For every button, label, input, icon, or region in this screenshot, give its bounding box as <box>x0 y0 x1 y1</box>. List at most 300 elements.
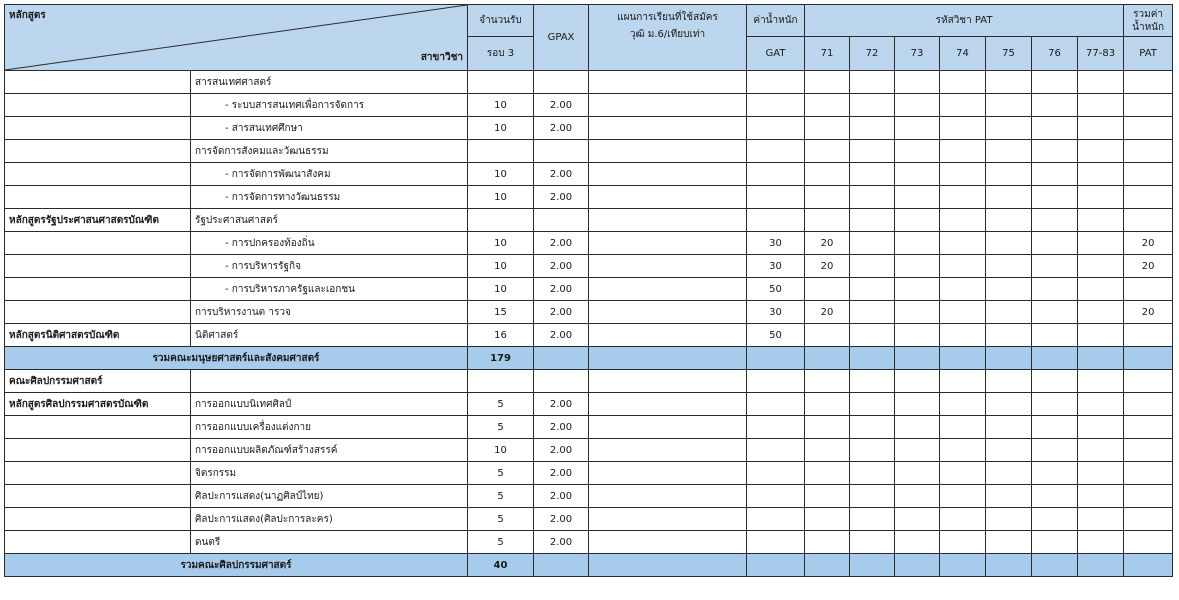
pat-74-cell <box>940 255 986 278</box>
gpax-cell: 2.00 <box>534 117 589 140</box>
pat-74-cell <box>940 508 986 531</box>
curriculum-cell <box>5 439 191 462</box>
gpax-cell <box>534 71 589 94</box>
pat-71-cell <box>805 278 850 301</box>
pat-sum-line2: น้ำหนัก <box>1132 21 1165 33</box>
major-cell: การจัดการสังคมและวัฒนธรรม <box>191 140 468 163</box>
gpax-header: GPAX <box>534 5 589 71</box>
table-row <box>5 163 1173 186</box>
pat-code-71: 71 <box>805 37 850 71</box>
pat-74-cell <box>940 232 986 255</box>
seats-cell: 10 <box>468 232 534 255</box>
curriculum-cell <box>5 416 191 439</box>
pat-75-cell <box>986 94 1032 117</box>
summary-empty-cell <box>1124 554 1173 577</box>
pat-sum-cell <box>1124 324 1173 347</box>
curriculum-cell <box>5 117 191 140</box>
gpax-cell: 2.00 <box>534 416 589 439</box>
seats-cell <box>468 140 534 163</box>
pat-71-cell: 20 <box>805 232 850 255</box>
pat-72-cell <box>850 416 895 439</box>
curriculum-major-header <box>5 5 468 71</box>
pat-76-cell <box>1032 232 1078 255</box>
pat-76-cell <box>1032 439 1078 462</box>
pat-72-cell <box>850 94 895 117</box>
pat-sum-cell <box>1124 140 1173 163</box>
major-cell: - การปกครองท้องถิ่น <box>191 232 468 255</box>
seats-cell: 16 <box>468 324 534 347</box>
pat-72-cell <box>850 393 895 416</box>
seats-cell: 5 <box>468 508 534 531</box>
pat-76-cell <box>1032 416 1078 439</box>
pat-77-83-cell <box>1078 71 1124 94</box>
pat-76-cell <box>1032 393 1078 416</box>
pat-77-83-cell <box>1078 485 1124 508</box>
pat-72-cell <box>850 485 895 508</box>
major-cell: - การจัดการพัฒนาสังคม <box>191 163 468 186</box>
pat-sum-cell <box>1124 531 1173 554</box>
summary-empty-cell <box>940 347 986 370</box>
major-cell: ดนตรี <box>191 531 468 554</box>
plan-cell <box>589 186 747 209</box>
pat-77-83-cell <box>1078 94 1124 117</box>
pat-76-cell <box>1032 508 1078 531</box>
pat-75-cell <box>986 301 1032 324</box>
pat-sum-cell <box>1124 278 1173 301</box>
pat-code-74: 74 <box>940 37 986 71</box>
table-row <box>5 370 1173 393</box>
major-cell: - สารสนเทศศึกษา <box>191 117 468 140</box>
pat-73-cell <box>895 393 940 416</box>
pat-75-cell <box>986 163 1032 186</box>
gat-cell <box>747 117 805 140</box>
summary-seats: 40 <box>468 554 534 577</box>
pat-74-cell <box>940 370 986 393</box>
pat-76-cell <box>1032 209 1078 232</box>
curriculum-cell <box>5 232 191 255</box>
pat-77-83-cell <box>1078 232 1124 255</box>
summary-empty-cell <box>1124 347 1173 370</box>
pat-72-cell <box>850 140 895 163</box>
pat-74-cell <box>940 462 986 485</box>
seats-cell: 10 <box>468 186 534 209</box>
pat-72-cell <box>850 255 895 278</box>
curriculum-cell <box>5 94 191 117</box>
major-cell: ศิลปะการแสดง(ศิลปะการละคร) <box>191 508 468 531</box>
pat-72-cell <box>850 531 895 554</box>
pat-code-77-83: 77-83 <box>1078 37 1124 71</box>
summary-empty-cell <box>895 347 940 370</box>
seats-cell: 10 <box>468 439 534 462</box>
seats-cell: 10 <box>468 94 534 117</box>
table-row <box>5 393 1173 416</box>
admission-table <box>4 4 1173 577</box>
pat-sum-cell <box>1124 94 1173 117</box>
seats-cell: 5 <box>468 462 534 485</box>
pat-72-cell <box>850 370 895 393</box>
table-body <box>5 71 1173 577</box>
pat-76-cell <box>1032 94 1078 117</box>
seats-cell <box>468 71 534 94</box>
pat-74-cell <box>940 324 986 347</box>
pat-73-cell <box>895 485 940 508</box>
pat-72-cell <box>850 508 895 531</box>
pat-76-cell <box>1032 370 1078 393</box>
curriculum-cell <box>5 71 191 94</box>
table-row <box>5 485 1173 508</box>
pat-74-cell <box>940 94 986 117</box>
gat-header-bottom: GAT <box>747 37 805 71</box>
pat-sum-cell <box>1124 117 1173 140</box>
pat-77-83-cell <box>1078 508 1124 531</box>
plan-cell <box>589 324 747 347</box>
table-row <box>5 94 1173 117</box>
major-cell: - การจัดการทางวัฒนธรรม <box>191 186 468 209</box>
pat-72-cell <box>850 301 895 324</box>
pat-75-cell <box>986 232 1032 255</box>
pat-code-72: 72 <box>850 37 895 71</box>
pat-73-cell <box>895 439 940 462</box>
table-row <box>5 232 1173 255</box>
curriculum-cell <box>5 163 191 186</box>
plan-cell <box>589 94 747 117</box>
gat-cell <box>747 71 805 94</box>
pat-76-cell <box>1032 163 1078 186</box>
pat-sum-cell <box>1124 439 1173 462</box>
gat-cell <box>747 209 805 232</box>
pat-sum-cell <box>1124 462 1173 485</box>
pat-75-cell <box>986 485 1032 508</box>
summary-empty-cell <box>986 347 1032 370</box>
seats-cell: 10 <box>468 255 534 278</box>
gpax-cell: 2.00 <box>534 255 589 278</box>
gat-header-top: ค่าน้ำหนัก <box>747 5 805 37</box>
seats-cell: 10 <box>468 163 534 186</box>
pat-73-cell <box>895 163 940 186</box>
pat-71-cell <box>805 163 850 186</box>
gat-cell <box>747 163 805 186</box>
pat-sum-cell: 20 <box>1124 255 1173 278</box>
pat-71-cell: 20 <box>805 255 850 278</box>
gpax-cell <box>534 370 589 393</box>
gat-cell: 30 <box>747 301 805 324</box>
pat-74-cell <box>940 393 986 416</box>
major-cell: สารสนเทศศาสตร์ <box>191 71 468 94</box>
plan-cell <box>589 485 747 508</box>
seats-cell: 10 <box>468 278 534 301</box>
pat-72-cell <box>850 71 895 94</box>
pat-71-cell <box>805 117 850 140</box>
major-cell: การบริหารงานต ารวจ <box>191 301 468 324</box>
pat-75-cell <box>986 255 1032 278</box>
pat-76-cell <box>1032 255 1078 278</box>
summary-empty-cell <box>1078 554 1124 577</box>
pat-sum-header-top <box>1124 5 1173 37</box>
seats-cell <box>468 370 534 393</box>
major-cell: ศิลปะการแสดง(นาฏศิลป์ไทย) <box>191 485 468 508</box>
table-row <box>5 140 1173 163</box>
pat-73-cell <box>895 301 940 324</box>
gpax-cell <box>534 140 589 163</box>
pat-sum-cell <box>1124 163 1173 186</box>
pat-code-76: 76 <box>1032 37 1078 71</box>
pat-74-cell <box>940 301 986 324</box>
pat-73-cell <box>895 324 940 347</box>
plan-cell <box>589 439 747 462</box>
summary-empty-cell <box>747 554 805 577</box>
pat-72-cell <box>850 462 895 485</box>
summary-empty-cell <box>534 554 589 577</box>
pat-73-cell <box>895 117 940 140</box>
gat-cell: 30 <box>747 255 805 278</box>
seats-cell: 10 <box>468 117 534 140</box>
pat-77-83-cell <box>1078 439 1124 462</box>
plan-cell <box>589 117 747 140</box>
pat-73-cell <box>895 462 940 485</box>
pat-73-cell <box>895 531 940 554</box>
summary-empty-cell <box>534 347 589 370</box>
table-row <box>5 324 1173 347</box>
pat-71-cell <box>805 508 850 531</box>
pat-73-cell <box>895 255 940 278</box>
gat-cell <box>747 531 805 554</box>
pat-75-cell <box>986 416 1032 439</box>
pat-71-cell <box>805 324 850 347</box>
curriculum-cell <box>5 186 191 209</box>
summary-label: รวมคณะศิลปกรรมศาสตร์ <box>5 554 468 577</box>
major-cell: รัฐประศาสนศาสตร์ <box>191 209 468 232</box>
pat-sum-cell <box>1124 485 1173 508</box>
gpax-cell: 2.00 <box>534 163 589 186</box>
gat-cell <box>747 370 805 393</box>
pat-75-cell <box>986 324 1032 347</box>
pat-sum-line3: PAT <box>1124 37 1173 71</box>
gat-cell <box>747 485 805 508</box>
gpax-cell: 2.00 <box>534 462 589 485</box>
gpax-cell: 2.00 <box>534 324 589 347</box>
seats-cell: 5 <box>468 485 534 508</box>
pat-77-83-cell <box>1078 416 1124 439</box>
curriculum-cell <box>5 255 191 278</box>
seats-cell: 5 <box>468 393 534 416</box>
pat-76-cell <box>1032 301 1078 324</box>
pat-72-cell <box>850 117 895 140</box>
gpax-cell: 2.00 <box>534 393 589 416</box>
curriculum-cell <box>5 462 191 485</box>
gpax-cell: 2.00 <box>534 94 589 117</box>
pat-71-cell <box>805 531 850 554</box>
pat-code-73: 73 <box>895 37 940 71</box>
curriculum-cell <box>5 140 191 163</box>
pat-75-cell <box>986 531 1032 554</box>
summary-empty-cell <box>1032 554 1078 577</box>
pat-73-cell <box>895 94 940 117</box>
plan-cell <box>589 508 747 531</box>
curriculum-cell <box>5 531 191 554</box>
major-cell <box>191 370 468 393</box>
plan-cell <box>589 462 747 485</box>
pat-74-cell <box>940 163 986 186</box>
seats-cell: 15 <box>468 301 534 324</box>
pat-sum-cell <box>1124 186 1173 209</box>
pat-77-83-cell <box>1078 370 1124 393</box>
table-row <box>5 508 1173 531</box>
pat-77-83-cell <box>1078 393 1124 416</box>
plan-cell <box>589 209 747 232</box>
pat-77-83-cell <box>1078 278 1124 301</box>
pat-72-cell <box>850 278 895 301</box>
summary-empty-cell <box>850 347 895 370</box>
table-row <box>5 462 1173 485</box>
curriculum-cell <box>5 508 191 531</box>
table-row <box>5 439 1173 462</box>
gat-cell: 50 <box>747 324 805 347</box>
pat-77-83-cell <box>1078 301 1124 324</box>
gpax-cell: 2.00 <box>534 508 589 531</box>
pat-sum-cell: 20 <box>1124 232 1173 255</box>
pat-74-cell <box>940 485 986 508</box>
major-cell: - การบริหารรัฐกิจ <box>191 255 468 278</box>
summary-label: รวมคณะมนุษยศาสตร์และสังคมศาสตร์ <box>5 347 468 370</box>
gat-cell: 30 <box>747 232 805 255</box>
pat-77-83-cell <box>1078 209 1124 232</box>
plan-cell <box>589 71 747 94</box>
summary-empty-cell <box>589 554 747 577</box>
pat-74-cell <box>940 71 986 94</box>
pat-76-cell <box>1032 117 1078 140</box>
summary-row <box>5 347 1173 370</box>
summary-empty-cell <box>1078 347 1124 370</box>
major-cell: การออกแบบเครื่องแต่งกาย <box>191 416 468 439</box>
pat-73-cell <box>895 140 940 163</box>
pat-sum-cell <box>1124 508 1173 531</box>
pat-71-cell <box>805 186 850 209</box>
table-row <box>5 186 1173 209</box>
table-row <box>5 71 1173 94</box>
summary-empty-cell <box>1032 347 1078 370</box>
curriculum-cell <box>5 278 191 301</box>
pat-71-cell <box>805 393 850 416</box>
pat-76-cell <box>1032 186 1078 209</box>
pat-77-83-cell <box>1078 186 1124 209</box>
major-cell: การออกแบบนิเทศศิลป์ <box>191 393 468 416</box>
pat-sum-line1: รวมค่า <box>1133 8 1164 20</box>
gat-cell: 50 <box>747 278 805 301</box>
plan-cell <box>589 416 747 439</box>
pat-72-cell <box>850 163 895 186</box>
pat-76-cell <box>1032 140 1078 163</box>
curriculum-header: หลักสูตร <box>9 10 46 21</box>
seats-cell: 5 <box>468 531 534 554</box>
pat-74-cell <box>940 416 986 439</box>
curriculum-cell <box>5 301 191 324</box>
gat-cell <box>747 416 805 439</box>
pat-77-83-cell <box>1078 255 1124 278</box>
pat-77-83-cell <box>1078 531 1124 554</box>
pat-sum-cell <box>1124 209 1173 232</box>
plan-cell <box>589 301 747 324</box>
gat-cell <box>747 508 805 531</box>
pat-75-cell <box>986 209 1032 232</box>
gat-cell <box>747 393 805 416</box>
pat-73-cell <box>895 232 940 255</box>
pat-71-cell <box>805 416 850 439</box>
diagonal-divider <box>5 5 467 70</box>
pat-75-cell <box>986 186 1032 209</box>
plan-cell <box>589 255 747 278</box>
summary-empty-cell <box>895 554 940 577</box>
pat-74-cell <box>940 117 986 140</box>
curriculum-cell: หลักสูตรรัฐประศาสนศาสตรบัณฑิต <box>5 209 191 232</box>
summary-empty-cell <box>986 554 1032 577</box>
pat-sum-cell <box>1124 370 1173 393</box>
table-row <box>5 278 1173 301</box>
gpax-cell <box>534 209 589 232</box>
pat-71-cell <box>805 462 850 485</box>
major-cell: การออกแบบผลิตภัณฑ์สร้างสรรค์ <box>191 439 468 462</box>
pat-75-cell <box>986 370 1032 393</box>
pat-75-cell <box>986 462 1032 485</box>
seats-header-bottom: รอบ 3 <box>468 37 534 71</box>
gpax-cell: 2.00 <box>534 232 589 255</box>
plan-cell <box>589 370 747 393</box>
plan-header-line2: วุฒิ ม.6/เทียบเท่า <box>629 29 706 40</box>
pat-sum-cell <box>1124 71 1173 94</box>
summary-seats: 179 <box>468 347 534 370</box>
gat-cell <box>747 439 805 462</box>
pat-75-cell <box>986 117 1032 140</box>
pat-76-cell <box>1032 485 1078 508</box>
plan-cell <box>589 163 747 186</box>
plan-cell <box>589 232 747 255</box>
pat-73-cell <box>895 209 940 232</box>
pat-71-cell <box>805 94 850 117</box>
pat-74-cell <box>940 209 986 232</box>
gpax-cell: 2.00 <box>534 186 589 209</box>
curriculum-cell: หลักสูตรศิลปกรรมศาสตรบัณฑิต <box>5 393 191 416</box>
pat-75-cell <box>986 393 1032 416</box>
summary-empty-cell <box>805 554 850 577</box>
gpax-cell: 2.00 <box>534 301 589 324</box>
curriculum-cell <box>5 485 191 508</box>
pat-74-cell <box>940 531 986 554</box>
plan-cell <box>589 531 747 554</box>
pat-71-cell: 20 <box>805 301 850 324</box>
pat-73-cell <box>895 416 940 439</box>
pat-sum-cell <box>1124 393 1173 416</box>
pat-75-cell <box>986 140 1032 163</box>
pat-77-83-cell <box>1078 462 1124 485</box>
plan-cell <box>589 278 747 301</box>
pat-76-cell <box>1032 462 1078 485</box>
major-header: สาขาวิชา <box>420 52 463 63</box>
summary-empty-cell <box>805 347 850 370</box>
gat-cell <box>747 186 805 209</box>
summary-empty-cell <box>850 554 895 577</box>
faculty-name: คณะศิลปกรรมศาสตร์ <box>5 370 191 393</box>
pat-76-cell <box>1032 71 1078 94</box>
admission-table-wrapper <box>4 4 1173 577</box>
pat-group-header: รหัสวิชา PAT <box>805 5 1124 37</box>
pat-73-cell <box>895 370 940 393</box>
pat-73-cell <box>895 278 940 301</box>
pat-71-cell <box>805 439 850 462</box>
summary-empty-cell <box>589 347 747 370</box>
major-cell: - ระบบสารสนเทศเพื่อการจัดการ <box>191 94 468 117</box>
pat-sum-cell <box>1124 416 1173 439</box>
pat-76-cell <box>1032 531 1078 554</box>
pat-code-75: 75 <box>986 37 1032 71</box>
